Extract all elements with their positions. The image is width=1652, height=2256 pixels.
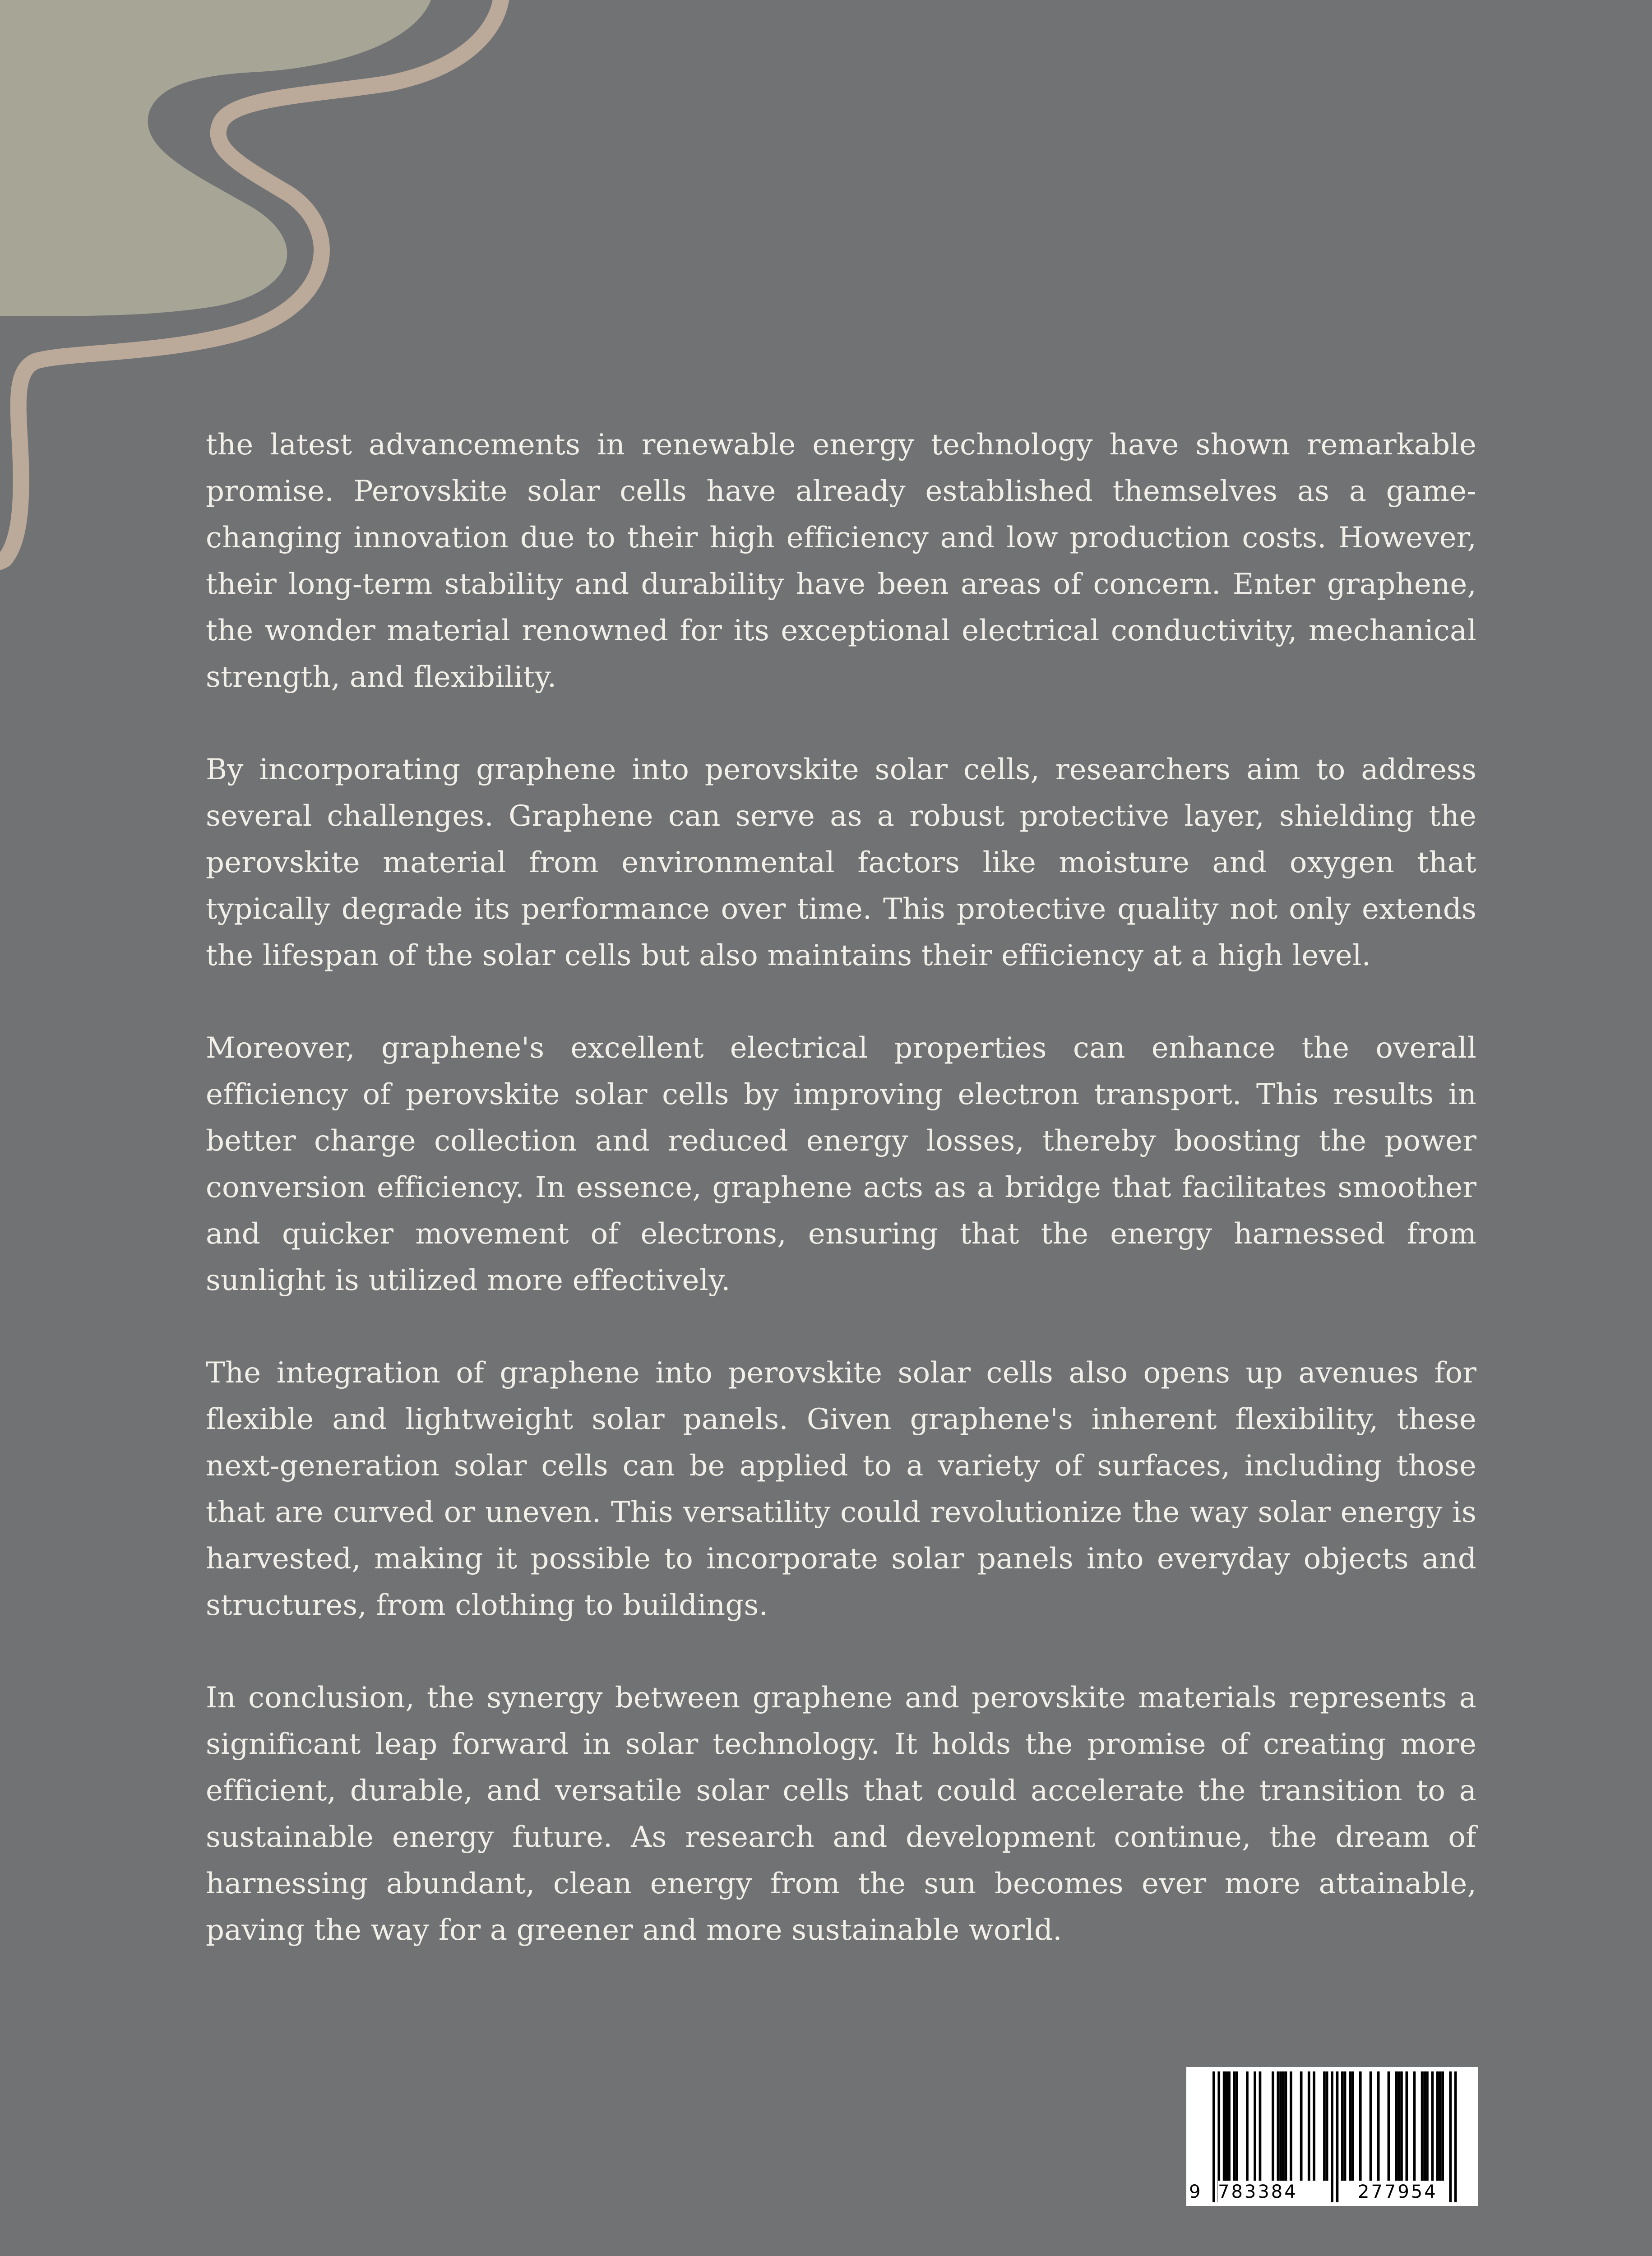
- barcode-bar: [1246, 2071, 1249, 2181]
- barcode-bar: [1426, 2071, 1429, 2181]
- barcode-bar: [1400, 2071, 1403, 2181]
- barcode-bar: [1282, 2071, 1285, 2181]
- barcode-bar: [1236, 2071, 1238, 2181]
- barcode-bar: [1397, 2071, 1400, 2181]
- barcode-guard-bar: [1336, 2071, 1339, 2202]
- barcode-bar: [1233, 2071, 1236, 2181]
- barcode-bar: [1344, 2071, 1347, 2181]
- barcode-bar: [1223, 2071, 1226, 2181]
- paragraph: In conclusion, the synergy between graphene and perovskite materials represents a significant leap forward in solar technology. It holds the promise of creating more efficient, durable, and versatile solar cells that could accelerate the transition to a sustainable energy future. As research and development continue, the dream of harnessing abundant, clean energy from the sun becomes ever more attainable, paving the way for a greener and more sustainable world.: [206, 1681, 1476, 1947]
- paragraph: the latest advancements in renewable energy technology have shown remarkable promise. Perovskite solar cells have already established themselves as a game-changing innovation due to their high efficiency and low production costs. However, their long-term stability and durability have been areas of concern. Enter graphene, the wonder material renowned for its exceptional electrical conductivity, mechanical strength, and flexibility.: [206, 428, 1476, 694]
- barcode-bar: [1277, 2071, 1280, 2181]
- barcode-bar: [1308, 2071, 1310, 2181]
- barcode-bar: [1431, 2071, 1434, 2181]
- barcode-right-digits: 277954: [1358, 2182, 1438, 2202]
- barcode-bar: [1406, 2071, 1408, 2181]
- barcode-bar: [1254, 2071, 1256, 2181]
- barcode-left-digits: 783384: [1218, 2182, 1298, 2202]
- barcode-bar: [1421, 2071, 1424, 2181]
- barcode-bar: [1349, 2071, 1351, 2181]
- barcode-bar: [1300, 2071, 1303, 2181]
- barcode-bar: [1377, 2071, 1380, 2181]
- barcode-bar: [1326, 2071, 1328, 2181]
- paragraph: By incorporating graphene into perovskite solar cells, researchers aim to address several challenges. Graphene can serve as a robust protective layer, shielding the perovskite material from environmental factors like moisture and oxygen that typically degrade its performance over time. This protective quality not only extends the lifespan of the solar cells but also maintains their efficiency at a high level.: [206, 753, 1476, 972]
- barcode-lead-digit: 9: [1189, 2182, 1201, 2202]
- barcode-bar: [1285, 2071, 1287, 2181]
- barcode-bar: [1436, 2071, 1439, 2181]
- barcode-bar: [1370, 2071, 1372, 2181]
- barcode-guard-bar: [1212, 2071, 1215, 2202]
- barcode-guard-bar: [1449, 2071, 1452, 2202]
- barcode-bar: [1226, 2071, 1228, 2181]
- paragraph: The integration of graphene into perovskite solar cells also opens up avenues for flexible and lightweight solar panels. Given graphene's inherent flexibility, these next-generation solar cells can be applied to a variety of surfaces, including those that are curved or uneven. This versatility could revolutionize the way solar energy is harvested, making it possible to incorporate solar panels into everyday objects and structures, from clothing to buildings.: [206, 1356, 1476, 1622]
- barcode-bar: [1279, 2071, 1282, 2181]
- barcode-bar: [1441, 2071, 1444, 2181]
- barcode-bar: [1388, 2071, 1390, 2181]
- barcode-bar: [1290, 2071, 1292, 2181]
- barcode-guard-bar: [1331, 2071, 1333, 2202]
- barcode-bar: [1359, 2071, 1362, 2181]
- barcode-bar: [1351, 2071, 1354, 2181]
- barcode-bar: [1323, 2071, 1326, 2181]
- body-text: [206, 422, 1476, 1954]
- barcode-bar: [1228, 2071, 1231, 2181]
- blob-shape: [0, 0, 431, 316]
- barcode-guard-bar: [1454, 2071, 1457, 2202]
- barcode-bar: [1341, 2071, 1344, 2181]
- barcode-bar: [1423, 2071, 1426, 2181]
- paragraph: Moreover, graphene's excellent electrical properties can enhance the overall efficiency of perovskite solar cells by improving electron transport. This results in better charge collection and reduced energy losses, thereby boosting the power conversion efficiency. In essence, graphene acts as a bridge that facilitates smoother and quicker movement of electrons, ensuring that the energy harnessed from sunlight is utilized more effectively.: [206, 1031, 1476, 1297]
- barcode-bar: [1413, 2071, 1416, 2181]
- isbn-barcode: [1186, 2067, 1478, 2206]
- barcode-bar: [1259, 2071, 1262, 2181]
- barcode-bar: [1313, 2071, 1315, 2181]
- barcode-bar: [1272, 2071, 1274, 2181]
- barcode-bar: [1439, 2071, 1442, 2181]
- barcode-bar: [1395, 2071, 1398, 2181]
